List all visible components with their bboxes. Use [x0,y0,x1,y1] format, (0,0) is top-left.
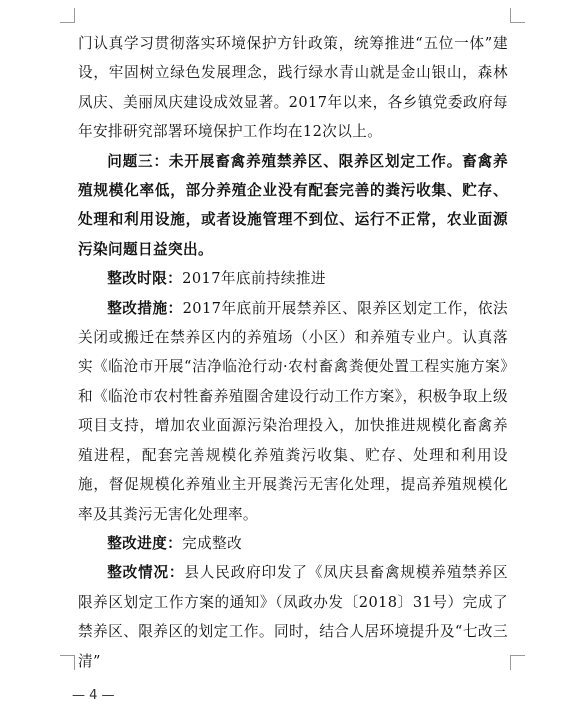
status-value: 县人民政府印发了《凤庆县畜禽规模养殖禁养区限养区划定工作方案的通知》（凤政办发〔2018〕31号）完成了禁养区、限养区的划定工作。同时，结合人居环境提升及“七改三清” [78,564,508,670]
measures-label: 整改措施： [107,299,183,317]
measures-value: 2017年底前开展禁养区、限养区划定工作，依法关闭或搬迁在禁养区内的养殖场（小区）和养殖专业户。认真落实《临沧市开展“洁净临沧行动·农村畜禽粪便处置工程实施方案》和《临沧市农村牲畜养殖圈舍建设行动工作方案》，积极争取上级项目支持，增加农业面源污染治理投入，加快推进规模化畜禽养殖进程，配套完善规模化养殖粪污收集、贮存、处理和利用设施，督促规模化养殖业主开展粪污无害化处理，提高养殖规模化率及其粪污无害化处理率。 [78,299,508,523]
rectification-measures [78,294,508,529]
rectification-status [78,558,508,676]
crop-mark-top-left [60,8,75,23]
page-number: — 4 — [72,688,115,703]
progress-label: 整改进度： [107,534,183,552]
crop-mark-bottom-left [60,655,75,670]
problem-three-paragraph: 问题三：未开展畜禽养殖禁养区、限养区划定工作。畜禽养殖规模化率低，部分养殖企业没有配套完善的粪污收集、贮存、处理和利用设施，或者设施管理不到位、运行不正常，农业面源污染问题日益突出。 [78,152,508,258]
deadline-label: 整改时限： [107,270,183,288]
rectification-progress [78,529,508,558]
progress-value: 完成整改 [182,534,243,552]
rectification-deadline [78,264,508,293]
status-label: 整改情况： [107,564,185,582]
paragraph-continuation: 门认真学习贯彻落实环境保护方针政策，统筹推进“五位一体”建设，牢固树立绿色发展理念，践行绿水青山就是金山银山，森林凤庆、美丽凤庆建设成效显著。2017年以来，各乡镇党委政府每年安排研究部署环境保护工作均在12次以上。 [78,35,508,141]
crop-mark-top-right [510,8,525,23]
crop-mark-bottom-right [510,655,525,670]
body-text [78,29,508,676]
deadline-value: 2017年底前持续推进 [182,270,326,288]
